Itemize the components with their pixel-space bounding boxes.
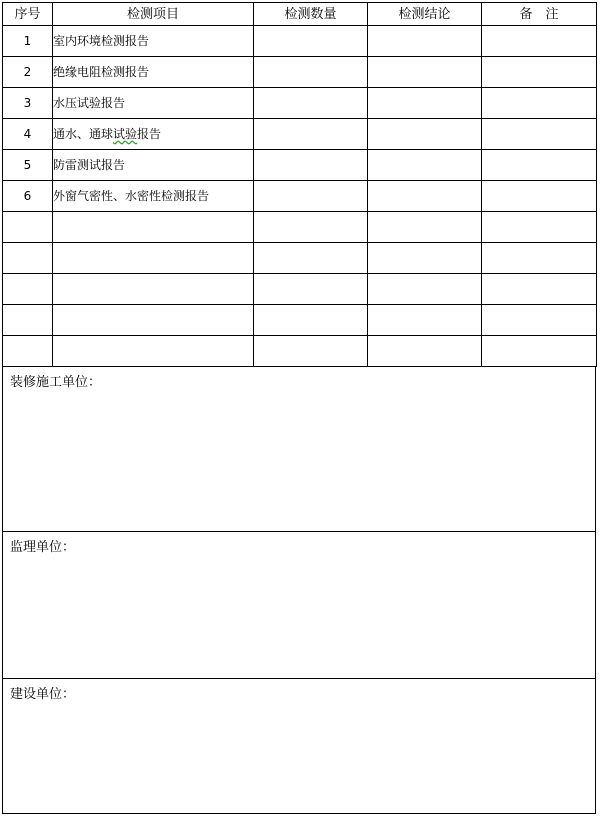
row-conclusion-cell: [368, 150, 482, 181]
row-seq: 4: [3, 119, 53, 150]
row-item: 绝缘电阻检测报告: [53, 57, 254, 88]
row-conclusion-cell: [368, 88, 482, 119]
table-row: [3, 274, 597, 305]
owner-sign-box: [2, 679, 596, 814]
row-remarks-cell: [482, 336, 597, 367]
row-quantity-cell: [254, 243, 368, 274]
supervisor-sign-box: [2, 532, 596, 679]
row-remarks-cell: [482, 274, 597, 305]
row-remarks-cell: [482, 119, 597, 150]
row-remarks-cell: [482, 57, 597, 88]
row-conclusion-cell: [368, 181, 482, 212]
header-conclusion: 检测结论: [368, 3, 482, 26]
table-row: [3, 336, 597, 367]
row-item: 室内环境检测报告: [53, 26, 254, 57]
owner-label: 建设单位：: [10, 687, 76, 702]
row-item: 防雷测试报告: [53, 150, 254, 181]
row-quantity-cell: [254, 26, 368, 57]
row-item: 通水、通球试验报告: [53, 119, 254, 150]
row-quantity-cell: [254, 305, 368, 336]
row-conclusion-cell: [368, 119, 482, 150]
table-row: [3, 181, 597, 212]
row-item: 外窗气密性、水密性检测报告: [53, 181, 254, 212]
table-row: [3, 150, 597, 181]
row-seq: 3: [3, 88, 53, 119]
row-remarks-cell: [482, 150, 597, 181]
row-item: [53, 212, 254, 243]
table-row: [3, 212, 597, 243]
row-conclusion-cell: [368, 243, 482, 274]
row-quantity-cell: [254, 150, 368, 181]
header-remarks: 备 注: [482, 3, 597, 26]
row-seq: 5: [3, 150, 53, 181]
row-seq: 2: [3, 57, 53, 88]
header-seq: 序号: [3, 3, 53, 26]
row-remarks-cell: [482, 243, 597, 274]
row-conclusion-cell: [368, 305, 482, 336]
table-row: [3, 88, 597, 119]
row-conclusion-cell: [368, 212, 482, 243]
row-seq: 1: [3, 26, 53, 57]
row-seq: [3, 274, 53, 305]
row-seq: [3, 305, 53, 336]
row-conclusion-cell: [368, 336, 482, 367]
spellcheck-underline: 试验: [113, 127, 138, 141]
row-conclusion-cell: [368, 57, 482, 88]
row-item: [53, 336, 254, 367]
row-remarks-cell: [482, 181, 597, 212]
table-row: [3, 26, 597, 57]
row-quantity-cell: [254, 212, 368, 243]
inspection-table: [2, 2, 597, 367]
table-row: [3, 57, 597, 88]
row-seq: 6: [3, 181, 53, 212]
row-quantity-cell: [254, 119, 368, 150]
row-item: [53, 243, 254, 274]
row-quantity-cell: [254, 336, 368, 367]
row-item: [53, 305, 254, 336]
row-quantity-cell: [254, 57, 368, 88]
row-quantity-cell: [254, 88, 368, 119]
row-remarks-cell: [482, 212, 597, 243]
table-row: [3, 243, 597, 274]
header-quantity: 检测数量: [254, 3, 368, 26]
table-row: [3, 305, 597, 336]
row-quantity-cell: [254, 181, 368, 212]
row-remarks-cell: [482, 305, 597, 336]
row-remarks-cell: [482, 26, 597, 57]
table-row: [3, 119, 597, 150]
row-conclusion-cell: [368, 274, 482, 305]
contractor-label: 装修施工单位：: [10, 375, 102, 390]
row-seq: [3, 212, 53, 243]
table-header-row: [3, 3, 597, 26]
supervisor-label: 监理单位：: [10, 540, 76, 555]
row-item: 水压试验报告: [53, 88, 254, 119]
row-item: [53, 274, 254, 305]
row-quantity-cell: [254, 274, 368, 305]
contractor-sign-box: [2, 367, 596, 532]
row-seq: [3, 336, 53, 367]
row-conclusion-cell: [368, 26, 482, 57]
row-remarks-cell: [482, 88, 597, 119]
row-seq: [3, 243, 53, 274]
header-item: 检测项目: [53, 3, 254, 26]
